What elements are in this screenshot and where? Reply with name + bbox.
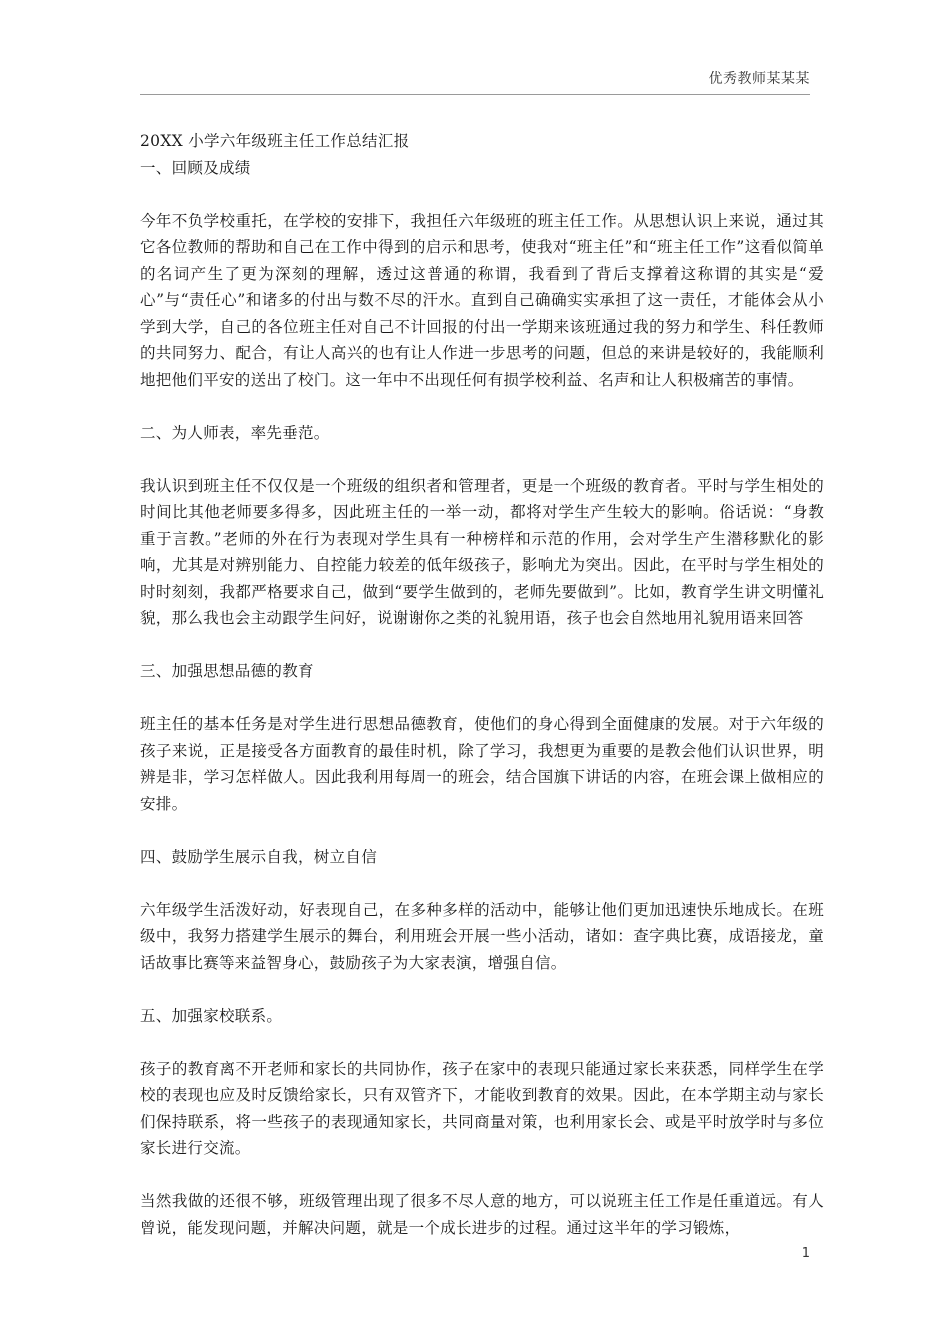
document-title: 20XX 小学六年级班主任工作总结汇报 [140,132,410,150]
section-heading-3: 三、加强思想品德的教育 [140,662,314,680]
section-heading-1: 一、回顾及成绩 [140,158,251,177]
page-header [140,66,810,95]
section-heading-5: 五、加强家校联系。 [140,1006,283,1025]
section-heading-4: 四、鼓励学生展示自我，树立自信 [140,847,378,866]
page-number: 1 [801,1246,810,1261]
section-paragraph-1: 今年不负学校重托，在学校的安排下，我担任六年级班的班主任工作。从思想认识上来说，通过其它各位教师的帮助和自己在工作中得到的启示和思考，使我对“班主任”和“班主任工作”这看似简单的名词产生了更为深刻的理解，透过这普通的称谓，我看到了背后支撑着这称谓的其实是“爱心”与“责任心”和诸多的付出与数不尽的汗水。直到自己确确实实承担了这一责任，才能体会从小学到大学，自己的各位班主任对自己不计回报的付出一学期来该班通过我的努力和学生、科任教师的共同努力、配合，有让人高兴的也有让人作进一步思考的问题，但总的来讲是较好的，我能顺利地把他们平安的送出了校门。这一年中不出现任何有损学校利益、名声和让人积极痛苦的事情。 [140,211,824,389]
section-paragraph-2: 我认识到班主任不仅仅是一个班级的组织者和管理者，更是一个班级的教育者。平时与学生相处的时间比其他老师要多得多，因此班主任的一举一动，都将对学生产生较大的影响。俗话说：“身教重于言教。”老师的外在行为表现对学生具有一种榜样和示范的作用，会对学生产生潜移默化的影响，尤其是对辨别能力、自控能力较差的低年级孩子，影响尤为突出。因此，在平时与学生相处的时时刻刻，我都严格要求自己，做到“要学生做到的，老师先要做到”。比如，教育学生讲文明懂礼貌，那么我也会主动跟学生问好，说谢谢你之类的礼貌用语，孩子也会自然地用礼貌用语来回答 [140,476,824,627]
document-body [140,128,824,1268]
section-paragraph-3: 班主任的基本任务是对学生进行思想品德教育，使他们的身心得到全面健康的发展。对于六年级的孩子来说，正是接受各方面教育的最佳时机，除了学习，我想更为重要的是教会他们认识世界，明辨是非，学习怎样做人。因此我利用每周一的班会，结合国旗下讲话的内容，在班会课上做相应的安排。 [140,715,824,813]
section-heading-2: 二、为人师表，率先垂范。 [140,423,330,442]
section-paragraph-4: 六年级学生活泼好动，好表现自己，在多种多样的活动中，能够让他们更加迅速快乐地成长。在班级中，我努力搭建学生展示的舞台，利用班会开展一些小活动，诸如：查字典比赛，成语接龙，童话故事比赛等来益智身心，鼓励孩子为大家表演，增强自信。 [140,900,824,972]
header-author: 优秀教师某某某 [708,71,810,87]
section-paragraph-5: 孩子的教育离不开老师和家长的共同协作，孩子在家中的表现只能通过家长来获悉，同样学生在学校的表现也应及时反馈给家长，只有双管齐下，才能收到教育的效果。因此，在本学期主动与家长们保持联系，将一些孩子的表现通知家长，共同商量对策，也利用家长会、或是平时放学时与多位家长进行交流。 [140,1059,824,1157]
closing-paragraph: 当然我做的还很不够，班级管理出现了很多不尽人意的地方，可以说班主任工作是任重道远。有人曾说，能发现问题，并解决问题，就是一个成长进步的过程。通过这半年的学习锻炼， [140,1192,824,1237]
